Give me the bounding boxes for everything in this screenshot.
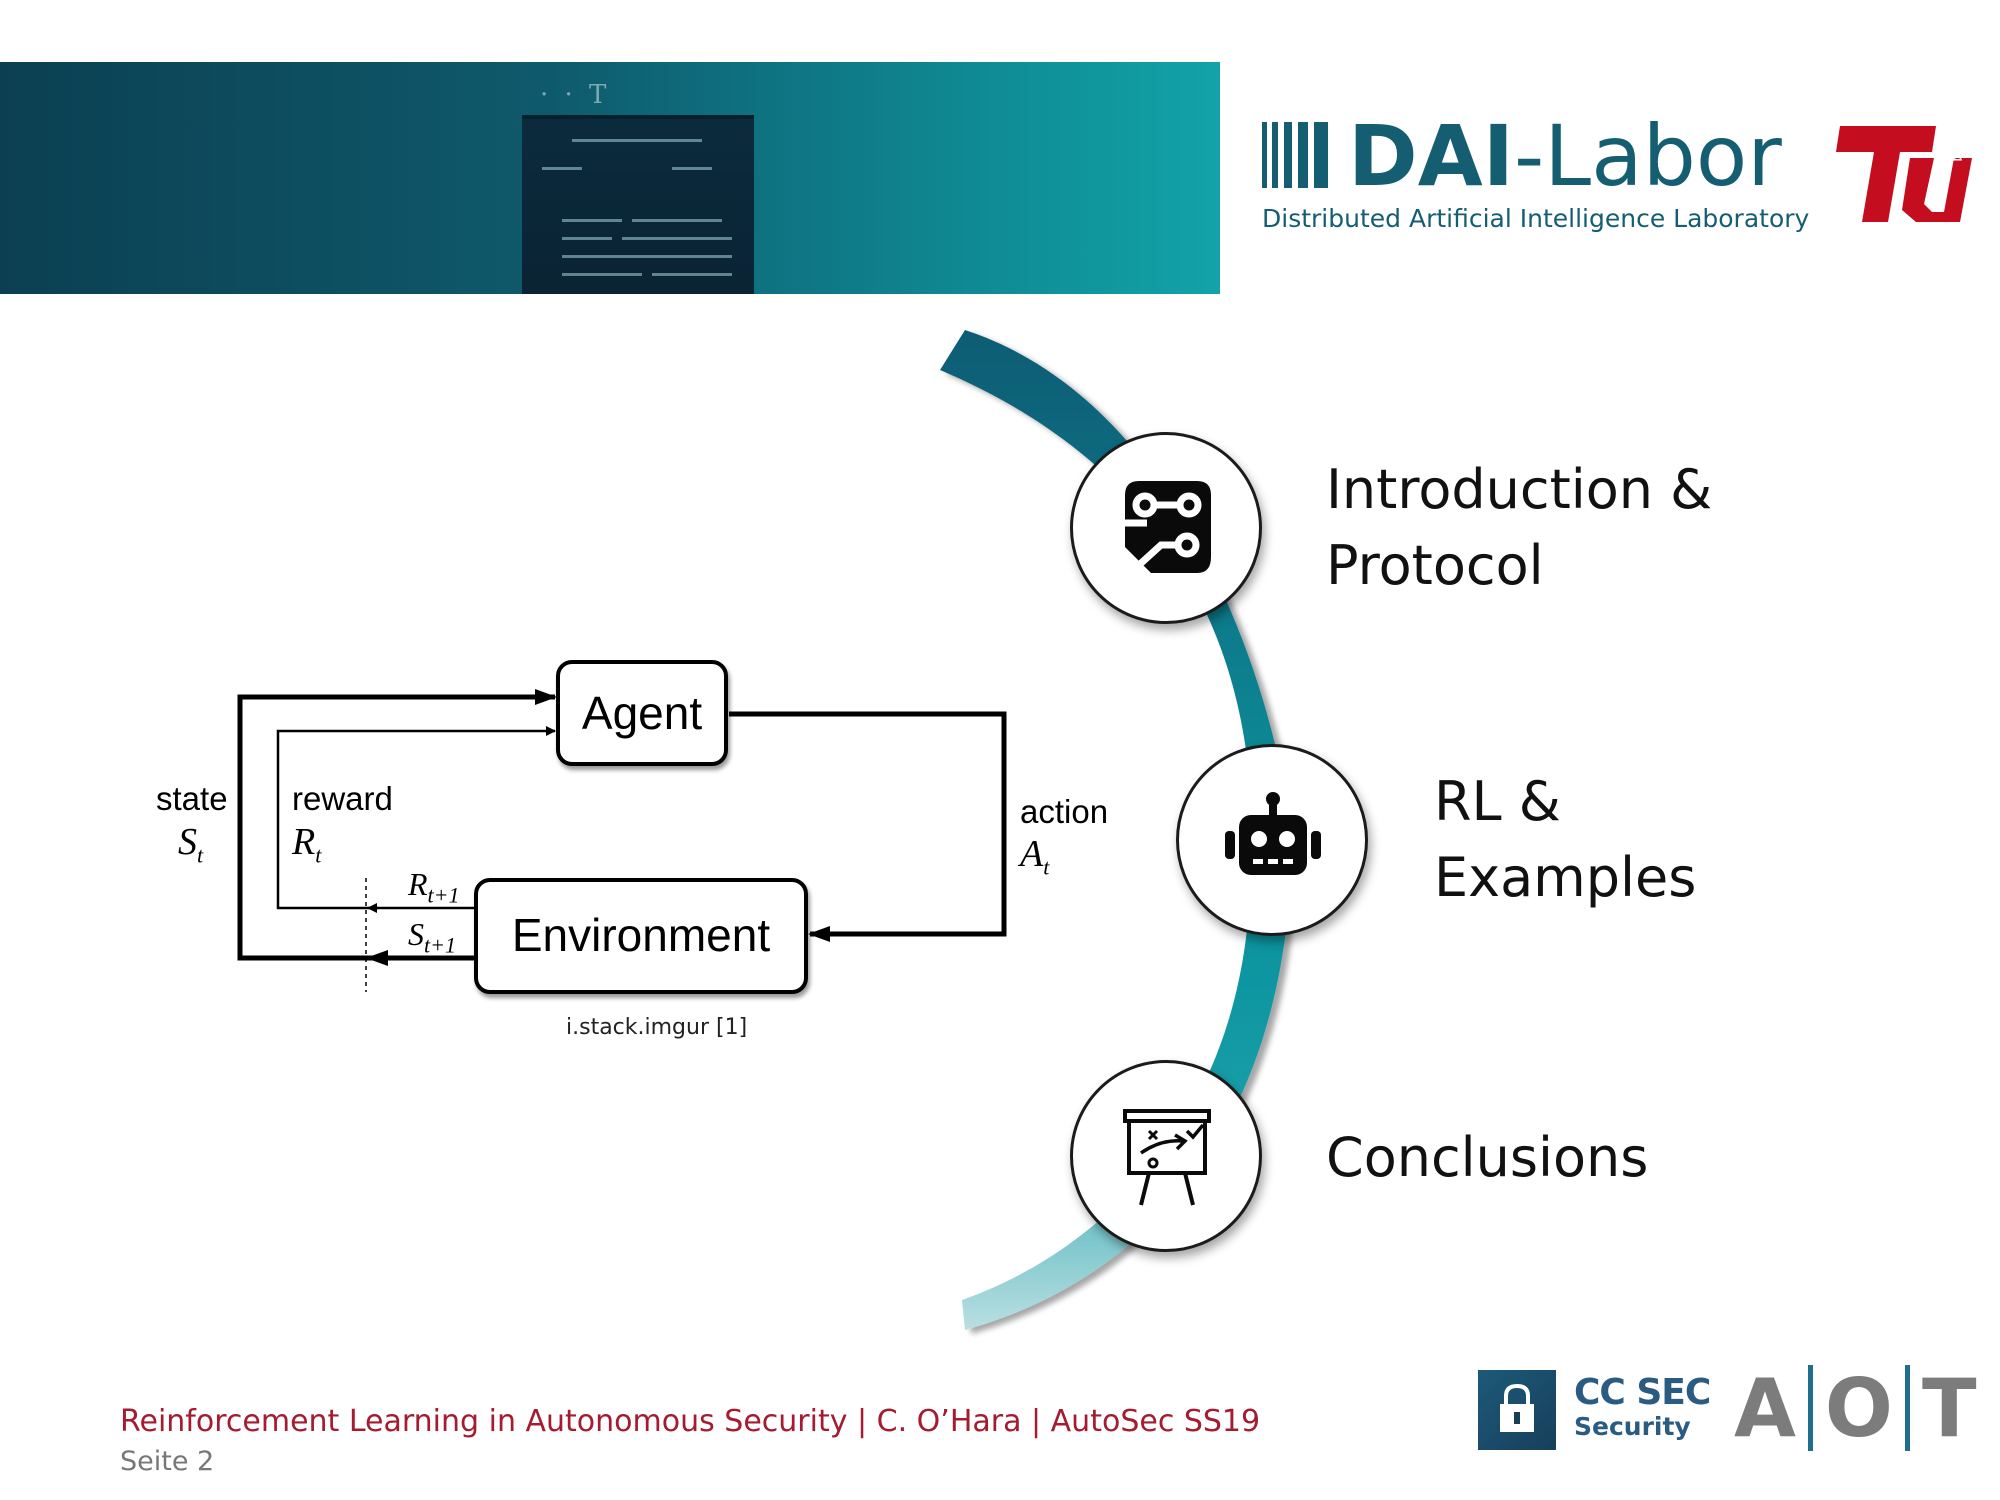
tower-building-image (522, 115, 754, 294)
next-state-symbol: $S_{t+1}$ (408, 916, 456, 958)
agenda-node-introduction (1070, 432, 1262, 624)
footer-page-number: Seite 2 (120, 1446, 215, 1477)
agent-label: Agent (581, 687, 703, 739)
tu-berlin-text: berlin (1947, 122, 1966, 162)
tu-berlin-logo (1832, 122, 1976, 232)
strategy-board-icon (1111, 1101, 1221, 1211)
telekom-mark: · · T (540, 80, 611, 110)
dai-labor-logo (1262, 107, 1810, 238)
footer-presentation-title: Reinforcement Learning in Autonomous Security | C. O’Hara | AutoSec SS19 (120, 1404, 1261, 1439)
agenda-label-rl-examples (1434, 764, 1696, 916)
action-label: action (1020, 793, 1109, 830)
cc-sec-logo (1478, 1370, 1718, 1452)
agenda-label-conclusions: Conclusions (1326, 1126, 1649, 1189)
robot-icon (1217, 785, 1327, 895)
agenda-label-introduction (1326, 452, 1712, 604)
aot-logo (1734, 1362, 1977, 1455)
agenda-label-rl-line1: RL & (1434, 770, 1561, 833)
dai-title-thin: -Labor (1514, 107, 1782, 205)
agenda-label-rl-line2: Examples (1434, 846, 1697, 909)
dai-logo-subtitle: Distributed Artificial Intelligence Laboratory (1262, 204, 1810, 233)
action-symbol: $A_t$ (1020, 833, 1050, 880)
header-banner (0, 62, 1220, 294)
dai-title-bold: DAI (1348, 107, 1514, 205)
reward-label: reward (292, 780, 393, 817)
state-symbol: $S_t$ (178, 821, 204, 868)
lock-icon (1478, 1370, 1556, 1450)
aot-letter-o: O (1824, 1362, 1893, 1455)
dai-logo-title (1348, 108, 1782, 204)
environment-label: Environment (511, 909, 771, 961)
agenda-node-rl-examples (1176, 744, 1368, 936)
state-label: state (156, 780, 228, 817)
next-reward-symbol: $R_{t+1}$ (408, 866, 460, 908)
aot-separator (1905, 1365, 1910, 1451)
agenda-node-conclusions (1070, 1060, 1262, 1252)
image-credit: i.stack.imgur [1] (566, 1015, 748, 1040)
cc-sec-title: CC SEC (1574, 1372, 1711, 1413)
agenda-label-introduction-line2: Protocol (1326, 534, 1544, 597)
circuit-icon (1111, 473, 1221, 583)
aot-separator (1808, 1365, 1813, 1451)
aot-letter-t: T (1921, 1362, 1977, 1455)
agenda-label-introduction-line1: Introduction & (1326, 458, 1713, 521)
reward-symbol: $R_t$ (292, 821, 322, 868)
aot-letter-a: A (1734, 1362, 1796, 1455)
cc-sec-subtitle: Security (1574, 1412, 1691, 1441)
